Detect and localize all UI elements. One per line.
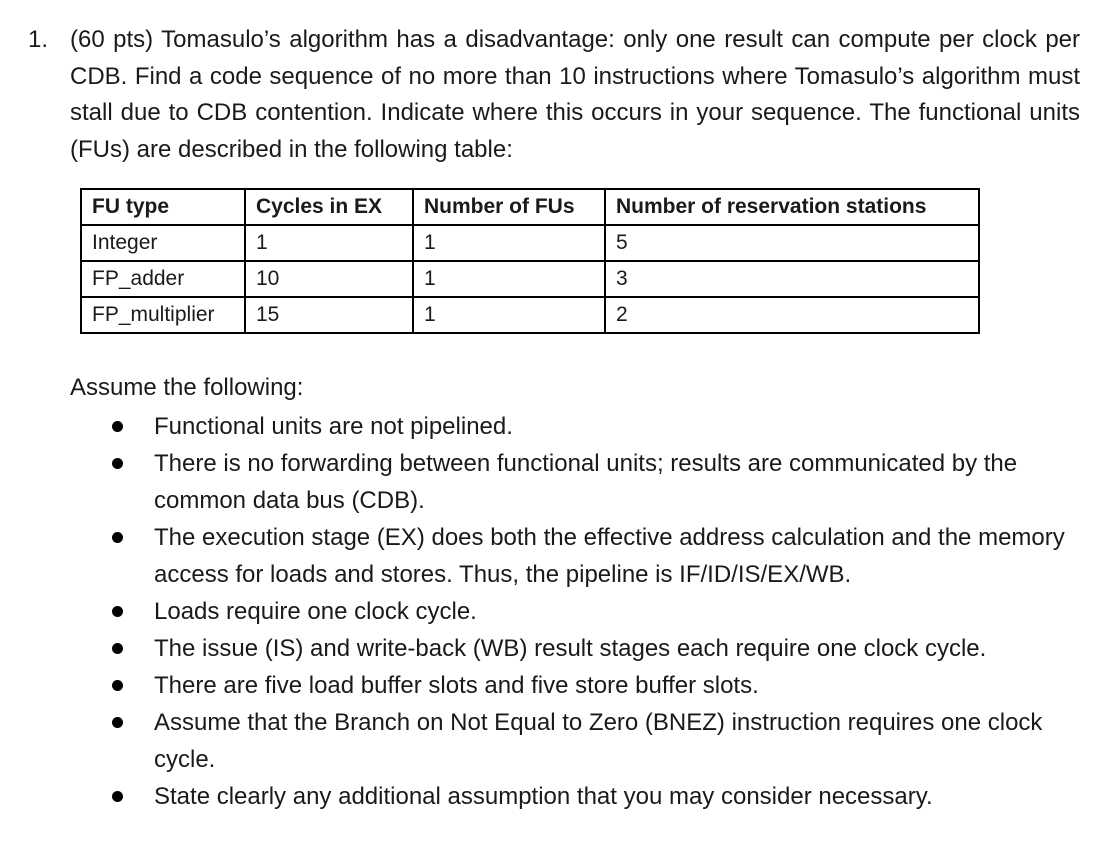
cell-res-stations: 5 — [605, 225, 979, 261]
list-item — [110, 667, 1080, 704]
table-row — [81, 297, 979, 333]
cell-cycles: 10 — [245, 261, 413, 297]
header-reservation-stations: Number of reservation stations — [605, 189, 979, 225]
header-cycles-in-ex: Cycles in EX — [245, 189, 413, 225]
list-item — [110, 630, 1080, 667]
list-item-text: State clearly any additional assumption that you may consider necessary. — [154, 783, 933, 810]
bullet-icon — [112, 606, 123, 617]
list-item — [110, 704, 1080, 778]
list-item-text: The issue (IS) and write-back (WB) result stages each require one clock cycle. — [154, 635, 987, 662]
list-item — [110, 778, 1080, 815]
cell-fu-type: FP_multiplier — [81, 297, 245, 333]
assumptions-intro: Assume the following: — [70, 374, 304, 401]
list-item — [110, 519, 1080, 593]
cell-cycles: 1 — [245, 225, 413, 261]
bullet-icon — [112, 680, 123, 691]
cell-res-stations: 2 — [605, 297, 979, 333]
cell-cycles: 15 — [245, 297, 413, 333]
bullet-icon — [112, 643, 123, 654]
list-item — [110, 408, 1080, 445]
cell-fu-type: FP_adder — [81, 261, 245, 297]
table-row — [81, 261, 979, 297]
cell-num-fus: 1 — [413, 225, 605, 261]
bullet-icon — [112, 791, 123, 802]
list-item-text: There is no forwarding between functional units; results are communicated by the common data bus (CDB). — [154, 450, 1018, 514]
bullet-icon — [112, 421, 123, 432]
header-fu-type: FU type — [81, 189, 245, 225]
functional-units-table — [80, 188, 980, 334]
table-header-row — [81, 189, 979, 225]
cell-res-stations: 3 — [605, 261, 979, 297]
list-item-text: Loads require one clock cycle. — [154, 598, 477, 625]
list-item-text: The execution stage (EX) does both the effective address calculation and the memory access for loads and stores. Thus, the pipeline is IF/ID/IS/EX/WB. — [154, 524, 1065, 588]
cell-num-fus: 1 — [413, 261, 605, 297]
list-item — [110, 593, 1080, 630]
bullet-icon — [112, 458, 123, 469]
bullet-icon — [112, 717, 123, 728]
bullet-icon — [112, 532, 123, 543]
question-number: 1. — [28, 26, 49, 53]
list-item-text: Functional units are not pipelined. — [154, 413, 513, 440]
list-item-text: There are five load buffer slots and five store buffer slots. — [154, 672, 759, 699]
assumptions-list — [110, 408, 1080, 815]
header-number-of-fus: Number of FUs — [413, 189, 605, 225]
table-row — [81, 225, 979, 261]
question-text: (60 pts) Tomasulo’s algorithm has a disadvantage: only one result can compute per clock per CDB. Find a code sequence of no more than 10 instructions where Tomasulo’s algorithm must stall due to CDB contention. Indicate where this occurs in your sequence. The functional units (FUs) are described in the following table: — [70, 26, 1080, 163]
cell-fu-type: Integer — [81, 225, 245, 261]
cell-num-fus: 1 — [413, 297, 605, 333]
list-item — [110, 445, 1080, 519]
list-item-text: Assume that the Branch on Not Equal to Zero (BNEZ) instruction requires one clock cycle. — [154, 709, 1043, 773]
